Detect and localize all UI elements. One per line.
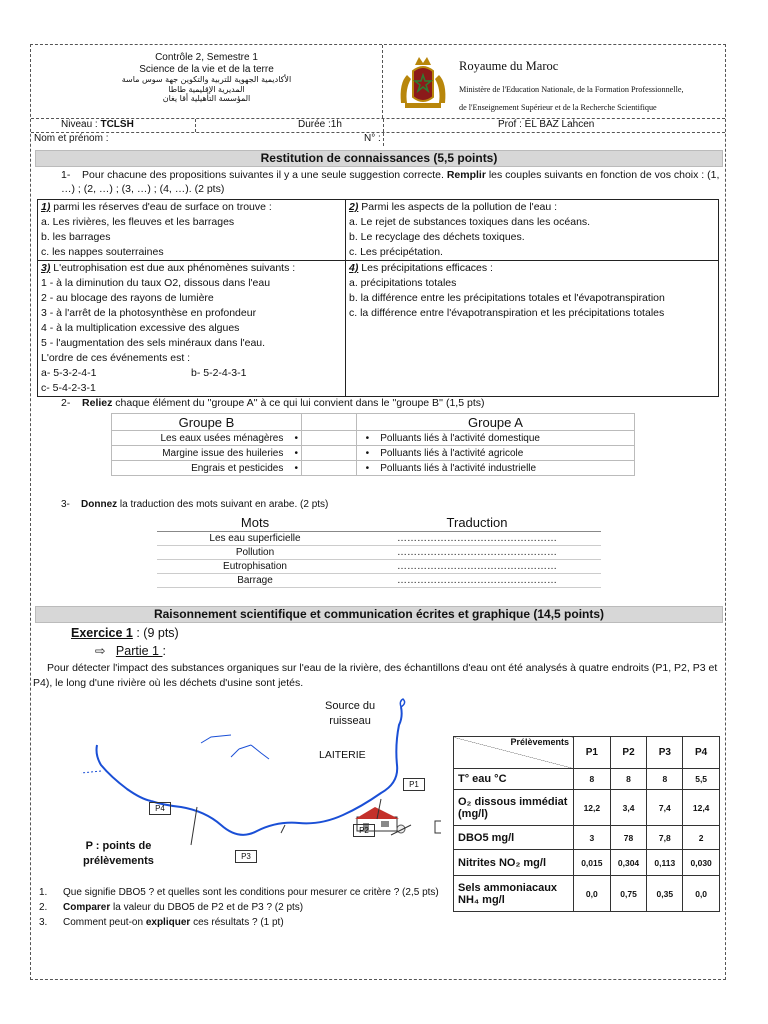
qcm3-step: 5 - l'augmentation des sels minéraux dans l'eau. xyxy=(41,337,266,349)
q1-bold: Remplir xyxy=(446,169,486,181)
legend-line-1: P : points de xyxy=(85,840,152,852)
qcm3-option[interactable]: c- 5-4-2-3-1 xyxy=(41,382,96,394)
qcm3-step: 2 - au blocage des rayons de lumière xyxy=(41,292,214,304)
qcm3-number: 3) xyxy=(41,262,51,274)
header-academy-ar: الأكاديمية الجهوية للتربية والتكوين جهة سوس ماسة xyxy=(121,75,292,84)
table-cell: 0,0 xyxy=(574,876,611,912)
q1-number: 1- xyxy=(61,169,71,181)
nom-field[interactable]: Nom et prénom : xyxy=(34,133,109,144)
exam-page xyxy=(30,44,726,980)
info-row xyxy=(31,118,725,132)
matching-table xyxy=(111,413,635,476)
table-cell: 7,8 xyxy=(647,826,683,850)
table-cell: 8 xyxy=(610,769,647,790)
q3-text: la traduction des mots suivant en arabe. (2 pts) xyxy=(117,499,329,510)
table-cell: 0,030 xyxy=(683,850,720,876)
qcm2-option[interactable]: a. Le rejet de substances toxiques dans les océans. xyxy=(349,216,591,228)
word-cell: Les eau superficielle xyxy=(157,531,353,545)
source-text: Source du xyxy=(325,700,376,712)
q3-bold: Donnez xyxy=(81,499,118,510)
q2-bold: Reliez xyxy=(82,397,113,409)
group-b-item[interactable]: Margine issue des huileries • xyxy=(112,446,302,461)
col-header: P1 xyxy=(574,737,611,769)
niveau-label: Niveau : xyxy=(61,119,101,130)
qcm4-number: 4) xyxy=(349,262,359,274)
point-p1: P1 xyxy=(403,778,425,791)
table-cell: 78 xyxy=(610,826,647,850)
tributary xyxy=(201,735,231,743)
col-header: P3 xyxy=(647,737,683,769)
qcm3-option[interactable]: b- 5-2-4-3-1 xyxy=(191,367,247,379)
point-p4: P4 xyxy=(149,802,171,815)
header-direction-ar: المديرية الإقليمية طاطا xyxy=(168,84,245,94)
qcm2-number: 2) xyxy=(349,201,359,213)
qcm-cell-4 xyxy=(346,261,719,397)
source-label xyxy=(325,699,375,729)
qcm2-option[interactable]: c. Les précipétation. xyxy=(349,246,443,258)
prof: Prof : EL BAZ Lahcen xyxy=(498,119,595,130)
answer-field[interactable]: ………………………………………… xyxy=(353,559,601,573)
kingdom-name: Royaume du Maroc xyxy=(459,59,559,73)
point-p3: P3 xyxy=(235,850,257,863)
qcm2-option[interactable]: b. Le recyclage des déchets toxiques. xyxy=(349,231,525,243)
map-legend xyxy=(83,839,154,869)
header-title: Contrôle 2, Semestre 1 xyxy=(155,52,258,63)
table-cell: 3,4 xyxy=(610,790,647,826)
question-3-prompt xyxy=(61,499,328,510)
table-cell: 7,4 xyxy=(647,790,683,826)
ruisseau-text: ruisseau xyxy=(329,715,371,727)
laiterie-label: LAITERIE xyxy=(319,749,366,761)
question-item: 1. Que signifie DBO5 ? et quelles sont les conditions pour mesurer ce critère ? (2,5 pts) xyxy=(39,887,439,898)
point-p2: P2 xyxy=(353,824,375,837)
q1-text-b: les couples suivants en fonction de vos choix : (1, …) ; (2, …) ; (3, …) ; (4, …). (2 pts) xyxy=(61,169,720,195)
answer-field[interactable]: ………………………………………… xyxy=(353,531,601,545)
qcm4-option[interactable]: a. précipitations totales xyxy=(349,277,457,289)
row-label: O₂ dissous immédiat (mg/l) xyxy=(454,790,574,826)
word-cell: Eutrophisation xyxy=(157,559,353,573)
row-label: Nitrites NO₂ mg/l xyxy=(454,850,574,876)
qcm-cell-1 xyxy=(38,200,346,261)
table-cell: 0,0 xyxy=(683,876,720,912)
moroccan-emblem-icon xyxy=(397,53,449,111)
qcm1-number: 1) xyxy=(41,201,51,213)
q2-text: chaque élément du ''groupe A'' à ce qui lui convient dans le ''groupe B'' (1,5 pts) xyxy=(112,397,485,409)
col-header: P2 xyxy=(610,737,647,769)
river-upper-branch xyxy=(97,745,152,801)
word-cell: Pollution xyxy=(157,545,353,559)
ministry-name xyxy=(459,81,729,117)
tributary xyxy=(251,745,269,759)
answer-field[interactable]: ………………………………………… xyxy=(353,545,601,559)
section-title-1: Restitution de connaissances (5,5 points) xyxy=(35,150,723,167)
q2-number: 2- xyxy=(61,397,71,409)
table-cell: 3 xyxy=(574,826,611,850)
duree: Durée :1h xyxy=(298,119,342,130)
qcm3-option[interactable]: a- 5-3-2-4-1 xyxy=(41,367,97,379)
q1-text-a: Pour chacune des propositions suivantes il y a une seule suggestion correcte. xyxy=(82,169,447,181)
table-cell: 0,113 xyxy=(647,850,683,876)
table-cell: 12,2 xyxy=(574,790,611,826)
section-title-2: Raisonnement scientifique et communication écrites et graphique (14,5 points) xyxy=(35,606,723,623)
numero-field[interactable]: N° : xyxy=(364,133,381,144)
niveau xyxy=(61,119,134,130)
exercise-intro: Pour détecter l'impact des substances organiques sur l'eau de la rivière, des échantillons d'eau ont été analysés à quatre endroits (P1, P2, P3 et P4), le long d'une rivière où les déchets d'usine sont jetés. xyxy=(33,662,718,689)
header-right xyxy=(389,49,725,117)
row-label: T° eau °C xyxy=(454,769,574,790)
row-label: Sels ammoniacaux NH₄ mg/l xyxy=(454,876,574,912)
header-school-ar: المؤسسة التأهيلية أقا يغان xyxy=(162,94,251,103)
qcm3-step: 4 - à la multiplication excessive des algues xyxy=(41,322,240,334)
ministry-line-2: de l'Enseignement Supérieur et de la Recherche Scientifique xyxy=(459,103,657,112)
niveau-value: TCLSH xyxy=(100,119,134,130)
group-a-item[interactable]: • Polluants liés à l'activité domestique xyxy=(357,431,635,446)
table-cell: 12,4 xyxy=(683,790,720,826)
exercise-1-title xyxy=(71,626,179,640)
question-item: 2. Comparer la valeur du DBO5 de P2 et de P3 ? (2 pts) xyxy=(39,902,304,913)
questions-list xyxy=(39,885,439,930)
river-outflow xyxy=(81,771,101,773)
traduction-header: Traduction xyxy=(353,514,601,531)
table-corner: Prélèvements xyxy=(454,737,574,769)
header-subject: Science de la vie et de la terre xyxy=(139,63,274,75)
ministry-line-1: Ministère de l'Education Nationale, de la Formation Professionnelle, xyxy=(459,85,684,94)
qcm3-step: 3 - à l'arrêt de la photosynthèse en profondeur xyxy=(41,307,257,319)
partie-1-title: ⇨ Partie 1 : xyxy=(95,644,166,658)
table-cell: 0,015 xyxy=(574,850,611,876)
mots-header: Mots xyxy=(157,514,353,531)
group-a-item[interactable]: • Polluants liés à l'activité industrielle xyxy=(357,461,635,476)
qcm3-step: 1 - à la diminution du taux O2, dissous dans l'eau xyxy=(41,277,271,289)
name-row xyxy=(31,132,725,146)
question-2-prompt xyxy=(61,397,484,409)
qcm-cell-3 xyxy=(38,261,346,397)
measurements-table xyxy=(453,736,720,912)
exercise-1-label: Exercice 1 xyxy=(71,626,133,640)
question-1-prompt xyxy=(61,168,721,196)
question-item: 3. Comment peut-on expliquer ces résultats ? (1 pt) xyxy=(39,917,284,928)
table-cell: 0,304 xyxy=(610,850,647,876)
table-cell: 8 xyxy=(574,769,611,790)
qcm1-option[interactable]: b. les barrages xyxy=(41,231,111,243)
translation-table xyxy=(157,514,601,588)
qcm1-option[interactable]: c. les nappes souterraines xyxy=(41,246,164,258)
tributary xyxy=(231,749,239,757)
partie-1-label: Partie 1 xyxy=(115,644,163,658)
qcm4-title: Les précipitations efficaces : xyxy=(358,262,493,274)
word-cell: Barrage xyxy=(157,573,353,587)
table-cell: 0,75 xyxy=(610,876,647,912)
qcm-cell-2 xyxy=(346,200,719,261)
legend-line-2: prélèvements xyxy=(83,855,154,867)
table-cell: 0,35 xyxy=(647,876,683,912)
qcm-table xyxy=(37,199,719,397)
table-cell: 8 xyxy=(647,769,683,790)
col-header: P4 xyxy=(683,737,720,769)
answer-field[interactable]: ………………………………………… xyxy=(353,573,601,587)
qcm2-title: Parmi les aspects de la pollution de l'eau : xyxy=(358,201,558,213)
source-icon xyxy=(400,699,404,707)
exercise-1-points: : (9 pts) xyxy=(132,626,179,640)
qcm4-option[interactable]: b. la différence entre les précipitations totales et l'évapotranspiration xyxy=(349,292,665,304)
qcm3-order-prompt: L'ordre de ces événements est : xyxy=(41,352,191,364)
qcm3-title: L'eutrophisation est due aux phénomènes suivants : xyxy=(50,262,296,274)
group-b-item[interactable]: Les eaux usées ménagères • xyxy=(112,431,302,446)
q3-number: 3- xyxy=(61,499,70,510)
qcm4-option[interactable]: c. la différence entre l'évapotranspiration et les précipitations totales xyxy=(349,307,665,319)
table-cell: 5,5 xyxy=(683,769,720,790)
group-b-item[interactable]: Engrais et pesticides • xyxy=(112,461,302,476)
group-a-item[interactable]: • Polluants liés à l'activité agricole xyxy=(357,446,635,461)
group-b-header: Groupe B xyxy=(112,414,302,431)
group-a-header: Groupe A xyxy=(357,414,635,431)
qcm1-option[interactable]: a. Les rivières, les fleuves et les barrages xyxy=(41,216,235,228)
tributary xyxy=(239,745,251,749)
table-cell: 2 xyxy=(683,826,720,850)
qcm1-title: parmi les réserves d'eau de surface on trouve : xyxy=(50,201,272,213)
row-label: DBO5 mg/l xyxy=(454,826,574,850)
header-left xyxy=(31,45,383,118)
arrow-right-icon: ⇨ xyxy=(95,644,106,658)
